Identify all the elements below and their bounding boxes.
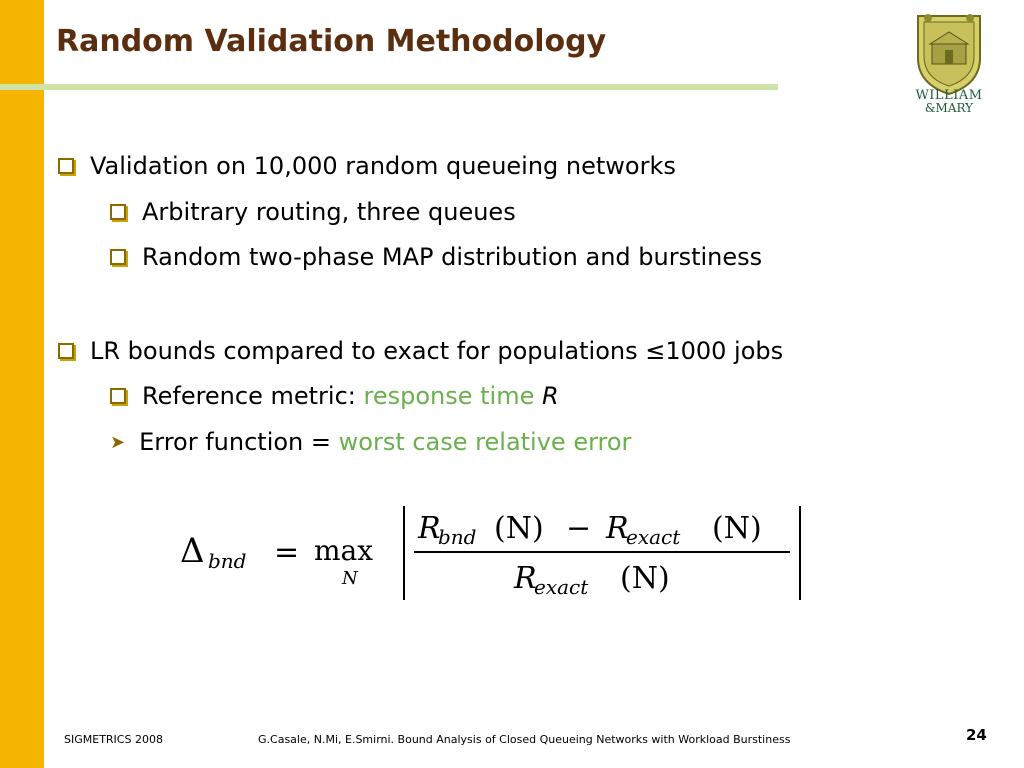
formula-num-r1-arg: (N) — [494, 511, 544, 546]
subbullet-error-function — [110, 428, 631, 456]
bullet-text: LR bounds compared to exact for populations ≤1000 jobs — [90, 337, 784, 365]
bullet-validation — [58, 152, 676, 180]
bullet-prefix: Error function = — [139, 428, 339, 456]
logo-text-line2: &MARY — [924, 101, 974, 115]
formula-num-r1-sub: bnd — [438, 525, 477, 549]
subbullet-map — [110, 243, 762, 271]
bullet-text: Random two-phase MAP distribution and burstiness — [142, 243, 763, 271]
slide-title: Random Validation Methodology — [56, 24, 607, 59]
title-underline — [0, 84, 778, 90]
bullet-lr-bounds — [58, 337, 783, 365]
error-formula — [176, 500, 816, 610]
footer-conference: SIGMETRICS 2008 — [64, 733, 163, 746]
formula-num-r1: R — [418, 511, 441, 546]
formula-num-r2-sub: exact — [626, 525, 681, 549]
bullet-text: Validation on 10,000 random queueing networks — [90, 152, 676, 180]
checkbox-bullet-icon — [58, 158, 74, 174]
bullet-suffix: R — [541, 382, 559, 410]
bullet-highlight: worst case relative error — [338, 428, 632, 456]
formula-delta-sub: bnd — [208, 549, 247, 573]
formula-den-r: R — [514, 561, 537, 596]
checkbox-bullet-icon — [110, 204, 126, 220]
footer-citation: G.Casale, N.Mi, E.Smirni. Bound Analysis of Closed Queueing Networks with Workload Burstiness — [258, 733, 791, 746]
formula-num-r2: R — [606, 511, 629, 546]
formula-max: max — [314, 534, 374, 567]
formula-minus: − — [566, 511, 592, 546]
formula-num-r2-arg: (N) — [712, 511, 762, 546]
formula-equals: = — [274, 535, 300, 570]
logo-text-line1: WILLIAM — [915, 88, 983, 103]
checkbox-bullet-icon — [58, 343, 74, 359]
checkbox-bullet-icon — [110, 388, 126, 404]
arrow-bullet-icon: ➤ — [110, 431, 126, 453]
bullet-prefix: Reference metric: — [142, 382, 364, 410]
formula-den-sub: exact — [534, 575, 589, 599]
formula-delta: Δ — [180, 531, 205, 571]
bullet-text: Arbitrary routing, three queues — [142, 198, 516, 226]
formula-max-sub: N — [342, 568, 358, 589]
subbullet-routing — [110, 198, 516, 226]
page-number: 24 — [966, 726, 987, 744]
bullet-highlight: response time — [363, 382, 535, 410]
checkbox-bullet-icon — [110, 249, 126, 265]
formula-den-arg: (N) — [620, 561, 670, 596]
subbullet-reference-metric — [110, 382, 559, 410]
left-accent-bar — [0, 0, 44, 768]
